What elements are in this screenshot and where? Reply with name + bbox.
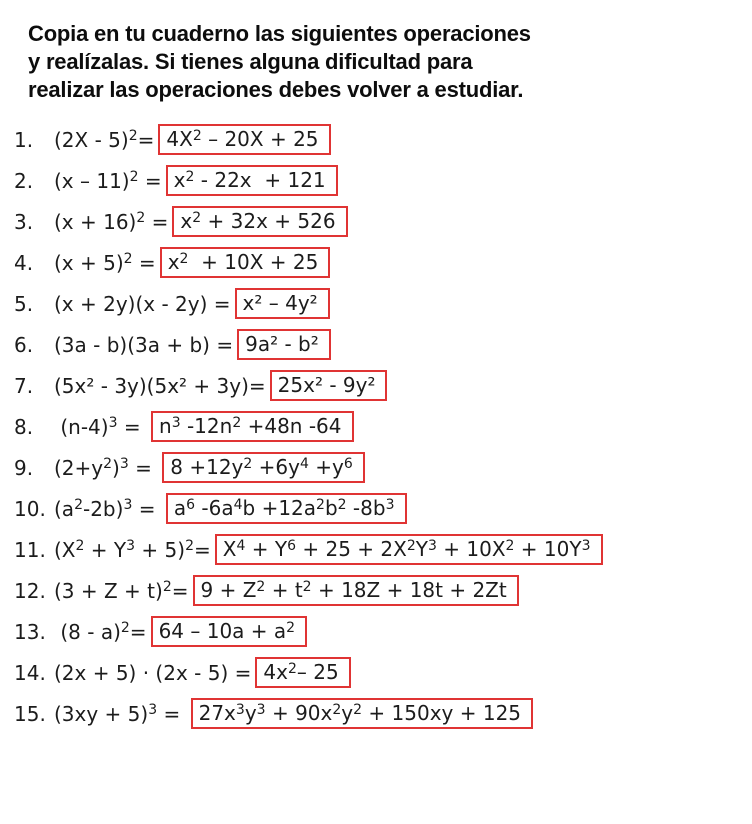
exercise-answer-box: $x^2 + 10X + 25$ <box>160 247 331 278</box>
exercise-row-3 <box>0 201 752 242</box>
exercise-row-12 <box>0 570 752 611</box>
exercise-row-13 <box>0 611 752 652</box>
exercise-number: 1. <box>14 127 34 152</box>
exercise-row-15 <box>0 693 752 734</box>
exercise-expression: (x – 11)$^2$ = <box>54 168 162 193</box>
exercise-number: 13. <box>14 619 46 644</box>
exercise-list <box>0 119 752 734</box>
exercise-row-10 <box>0 488 752 529</box>
exercise-row-7 <box>0 365 752 406</box>
exercise-expression: $(2+y^2)^3$ = <box>54 455 159 480</box>
exercise-number: 15. <box>14 701 46 726</box>
exercise-expression: $(n-4)^3$ = <box>54 414 147 439</box>
exercise-expression: (5x² - 3y)(5x² + 3y)= <box>54 373 266 398</box>
exercise-answer-box: $a^6$ $-6a^4b +12a^2b^2$ $-8b^3$ <box>166 493 407 524</box>
exercise-answer-box: $27x^3y^3 + 90x^2y^2 + 150xy + 125$ <box>191 698 533 729</box>
exercise-answer-box: 9a² - b² <box>237 329 331 360</box>
instructions-line-1: Copia en tu cuaderno las siguientes operaciones <box>28 21 531 46</box>
exercise-number: 3. <box>14 209 34 234</box>
exercise-row-14 <box>0 652 752 693</box>
exercise-number: 8. <box>14 414 34 439</box>
exercise-number: 9. <box>14 455 34 480</box>
exercise-answer-box: $x^2 - 22x + 121$ <box>166 165 338 196</box>
exercise-row-11 <box>0 529 752 570</box>
instructions-line-3: realizar las operaciones debes volver a estudiar. <box>28 77 524 102</box>
exercise-expression: $(3xy + 5)^3$ = <box>54 701 187 726</box>
exercise-answer-box: $4X^2 - 20X + 25$ <box>158 124 330 155</box>
exercise-answer-box: 25x² - 9y² <box>270 370 388 401</box>
exercise-number: 2. <box>14 168 34 193</box>
exercise-answer-box: x² – 4y² <box>235 288 330 319</box>
exercise-expression: (x + 2y)(x - 2y) = <box>54 291 231 316</box>
exercise-answer-box: $64 - 10a + a^2$ <box>151 616 308 647</box>
exercise-expression: $(X^2 + Y^3 + 5)^2=$ <box>54 537 211 562</box>
exercise-number: 14. <box>14 660 46 685</box>
exercise-answer-box: $4x^2-$ 25 <box>255 657 350 688</box>
exercise-expression: $(x + 5)^2$ = <box>54 250 156 275</box>
exercise-row-6 <box>0 324 752 365</box>
exercise-answer-box: $9 + Z^2 + t^2 + 18Z + 18t + 2Zt$ <box>193 575 519 606</box>
worksheet-instructions <box>0 0 752 104</box>
exercise-expression: (2X - 5)$^2$= <box>54 127 155 152</box>
exercise-answer-box: $x^2 + 32x + 526$ <box>172 206 347 237</box>
exercise-number: 7. <box>14 373 34 398</box>
exercise-number: 12. <box>14 578 46 603</box>
exercise-number: 5. <box>14 291 34 316</box>
exercise-expression: (8 - a)$^2$= <box>54 619 147 644</box>
exercise-answer-box: $8 +12y^2 +6y^4 +y^6$ <box>162 452 365 483</box>
exercise-expression: (3a - b)(3a + b) = <box>54 332 234 357</box>
exercise-row-8 <box>0 406 752 447</box>
exercise-number: 4. <box>14 250 34 275</box>
exercise-expression: $(a^2-2b)^3$ = <box>54 496 162 521</box>
exercise-row-2 <box>0 160 752 201</box>
exercise-row-4 <box>0 242 752 283</box>
exercise-number: 6. <box>14 332 34 357</box>
exercise-expression: $(3 + Z + t)^2=$ <box>54 578 189 603</box>
exercise-number: 10. <box>14 496 46 521</box>
exercise-row-9 <box>0 447 752 488</box>
exercise-row-5 <box>0 283 752 324</box>
instructions-line-2: y realízalas. Si tienes alguna dificultad para <box>28 49 473 74</box>
exercise-expression: (2x + 5) · (2x - 5) = <box>54 660 252 685</box>
exercise-number: 11. <box>14 537 46 562</box>
exercise-answer-box: $n^3$ $-12n^2 +48n$ -64 <box>151 411 354 442</box>
exercise-row-1 <box>0 119 752 160</box>
exercise-answer-box: $X^4 + Y^6 + 25 + 2X^2Y^3 + 10X^2 + 10Y^3$ <box>215 534 603 565</box>
exercise-expression: $(x + 16)^2$ = <box>54 209 169 234</box>
